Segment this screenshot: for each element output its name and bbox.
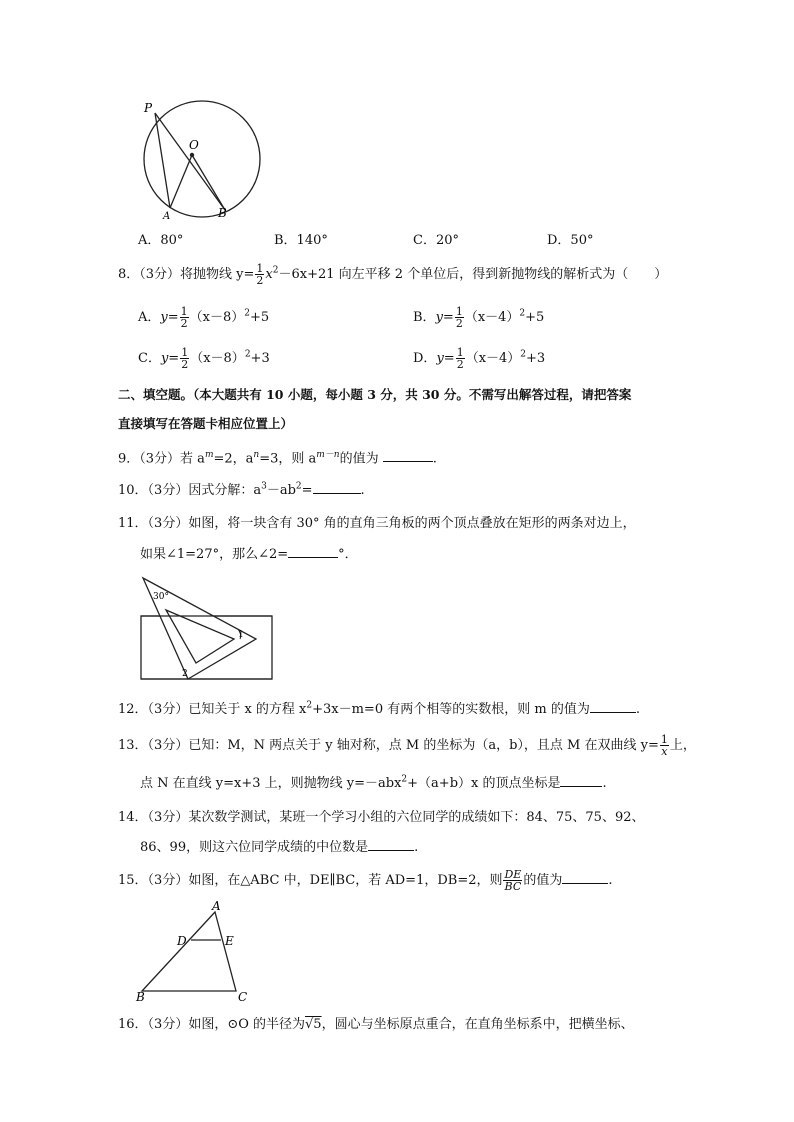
question-13-line2: 点 N 在直线 y=x+3 上，则抛物线 y=－abx$^2$+（a+b）x 的顶点坐标是 . — [140, 772, 607, 791]
question-13-line1: 13．（3分）已知：M，N 两点关于 y 轴对称，点 M 的坐标为（a，b），且点 M 在双曲线 y= $\frac{1}{x}$ 上， — [118, 733, 696, 758]
answer-blank[interactable] — [383, 447, 433, 462]
sqrt-5: √5 — [305, 1017, 322, 1032]
q7-option-b: B．140° — [274, 233, 328, 248]
label-30deg: 30° — [153, 592, 169, 602]
label-b: B — [218, 206, 227, 220]
q8-option-c: C．y= $\frac{1}{2}$ $(x-8)^2+3$ — [138, 346, 270, 371]
question-15: 15．（3分）如图，在△ABC 中，DE∥BC，若 AD=1，DB=2，则 $\frac{DE}{BC}$ 的值为 . — [118, 868, 613, 893]
q8-option-a: A．y= $\frac{1}{2}$ $(x-8)^2+5$ — [138, 305, 270, 330]
label-e: E — [225, 934, 234, 948]
section-2-heading-line1: 二、填空题。（本大题共有 10 小题，每小题 3 分，共 30 分。不需写出解答过程，请把答案 — [118, 387, 632, 402]
label-d: D — [177, 934, 187, 948]
question-14-line1: 14．（3分）某次数学测试，某班一个学习小组的六位同学的成绩如下：84、75、75、92、 — [118, 810, 645, 825]
question-14-line2: 86、99，则这六位同学成绩的中位数是 . — [140, 836, 418, 855]
question-10: 10．（3分）因式分解：$a^3-ab^2=$ . — [118, 479, 365, 498]
section-2-heading-line2: 直接填写在答题卡相应位置上） — [118, 416, 294, 431]
question-16: 16．（3分）如图，⊙O 的半径为√5，圆心与坐标原点重合，在直角坐标系中，把横坐标、 — [118, 1017, 634, 1032]
answer-blank[interactable] — [288, 543, 338, 558]
answer-blank[interactable] — [562, 869, 608, 884]
question-12: 12．（3分）已知关于 x 的方程 $x^2+3x-m=0$ 有两个相等的实数根，则 m 的值为 . — [118, 698, 640, 717]
question-8: 8．（3分）将抛物线 y= $\frac{1}{2}$ $x^2-6x+21$ 向左平移 2 个单位后，得到新抛物线的解析式为（ ） — [118, 262, 668, 287]
q7-option-a: A．80° — [138, 233, 184, 248]
q7-option-d: D．50° — [547, 233, 594, 248]
answer-blank[interactable] — [368, 836, 414, 851]
fraction: $\frac{1}{2}$ — [256, 262, 264, 287]
label-angle-2: 2 — [182, 669, 188, 679]
triangle-abc-figure — [130, 898, 270, 1002]
label-c: C — [238, 990, 248, 1004]
label-o: O — [189, 138, 199, 152]
q8-option-d: D．y= $\frac{1}{2}$ $(x-4)^2+3$ — [413, 346, 546, 371]
q7-option-c: C．20° — [413, 233, 459, 248]
label-angle-1: 1 — [238, 630, 244, 640]
q8-option-b: B．y= $\frac{1}{2}$ $(x-4)^2+5$ — [413, 305, 545, 330]
question-11-line2: 如果∠1=27°，那么∠2= °． — [140, 543, 358, 562]
question-9: 9．（3分）若 $a^m=2$，$a^n=3$，则 $a^{m-n}$的值为 . — [118, 447, 437, 466]
triangle-ruler-figure — [138, 575, 278, 685]
question-11-line1: 11．（3分）如图，将一块含有 30° 角的直角三角板的两个顶点叠放在矩形的两条对边上， — [118, 516, 636, 531]
answer-blank[interactable] — [313, 479, 361, 494]
label-p: P — [144, 101, 153, 115]
label-a: A — [163, 211, 171, 222]
label-b: B — [136, 990, 145, 1004]
answer-blank[interactable] — [590, 698, 636, 713]
label-a: A — [212, 899, 221, 913]
circle-figure — [130, 95, 270, 225]
answer-blank[interactable] — [560, 772, 602, 787]
